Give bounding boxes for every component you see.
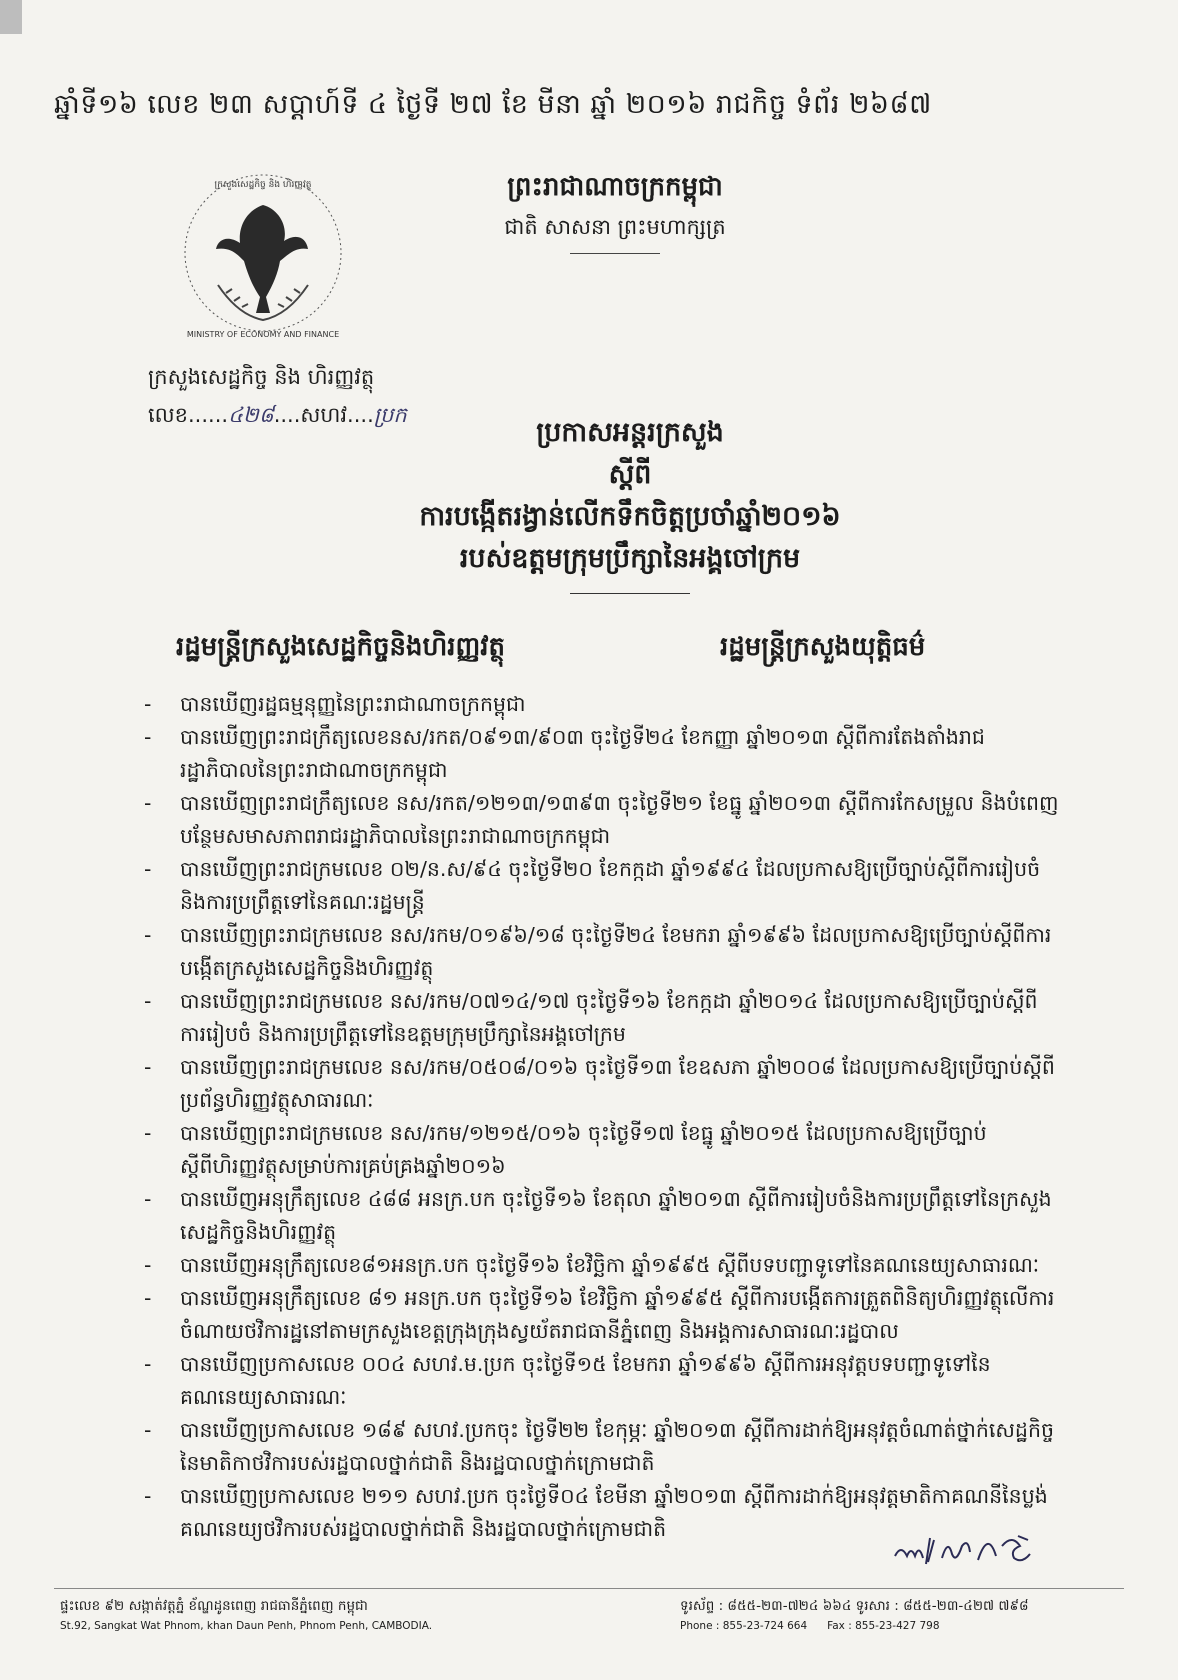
title-block [300,412,960,594]
ministry-seal-icon [178,165,348,340]
ministry-name: ក្រសួងសេដ្ឋកិច្ច និង ហិរញ្ញវត្ថុ [148,365,375,389]
list-item: - បានឃើញអនុក្រឹត្យលេខ ៨១ អនក្រ.បក ចុះថ្ងៃទី១៦ ខែវិច្ឆិកា ឆ្នាំ១៩៩៥ ស្តីពីការបង្កើតការត្រួតពិនិត្យហិរញ្ញវត្ថុលើការចំណាយថវិការដ្ឋនៅតាមក្រសួងខេត្តក្រុងក្រុងស្វយ័តរាជធានីភ្នំពេញ និងអង្គការសាធារណៈរដ្ឋបាល [144,1286,1055,1343]
title-line-2: ស្តីពី [608,458,652,490]
list-item: - បានឃើញព្រះរាជក្រមលេខ នស/រកម/០៥០៨/០១៦ ចុះថ្ងៃទី១៣ ខែឧសភា ឆ្នាំ២០០៨ ដែលប្រកាសឱ្យប្រើច្បាប់ស្តីពីប្រព័ន្ធហិរញ្ញវត្ថុសាធារណៈ [144,1055,1055,1112]
title-line-3: ការបង្កើតរង្វាន់លើកទឹកចិត្តប្រចាំឆ្នាំ២០១៦ [419,500,841,532]
ornament-divider [570,253,660,254]
footer-divider [54,1588,1124,1589]
minister-economy-finance: រដ្ឋមន្ត្រីក្រសួងសេដ្ឋកិច្ចនិងហិរញ្ញវត្ថុ [176,632,506,662]
list-item: - បានឃើញព្រះរាជក្រមលេខ នស/រកម/១២១៥/០១៦ ចុះថ្ងៃទី១៧ ខែធ្នូ ឆ្នាំ២០១៥ ដែលប្រកាសឱ្យប្រើច្បាប់ស្តីពីហិរញ្ញវត្ថុសម្រាប់ការគ្រប់គ្រងឆ្នាំ២០១៦ [144,1121,987,1178]
list-item: - បានឃើញព្រះរាជក្រមលេខ ០២/ន.ស/៩៤ ចុះថ្ងៃទី២០ ខែកក្កដា ឆ្នាំ១៩៩៤ ដែលប្រកាសឱ្យប្រើច្បាប់ស្តីពីការរៀបចំនិងការប្រព្រឹត្តទៅនៃគណៈរដ្ឋមន្ត្រី [144,857,1041,914]
phone-english: Phone : 855-23-724 664 [680,1620,808,1632]
ref-number: ៤២៨ [228,403,274,427]
ref-prefix: លេខ [148,403,188,427]
address-khmer: ផ្ទះលេខ ៩២ សង្កាត់វត្តភ្នំ ខ័ណ្ឌដូនពេញ រាជធានីភ្នំពេញ កម្ពុជា [60,1598,368,1614]
list-item: - បានឃើញអនុក្រឹត្យលេខ ៤៨៨ អនក្រ.បក ចុះថ្ងៃទី១៦ ខែតុលា ឆ្នាំ២០១៣ ស្តីពីការរៀបចំនិងការប្រព្រឹត្តទៅនៃក្រសួងសេដ្ឋកិច្ចនិងហិរញ្ញវត្ថុ [144,1187,1052,1244]
title-line-1: ប្រកាសអន្តរក្រសួង [536,417,724,448]
list-item: - បានឃើញប្រកាសលេខ ០០៤ សហវ.ម.ប្រក ចុះថ្ងៃទី១៥ ខែមករា ឆ្នាំ១៩៩៦ ស្តីពីការអនុវត្តបទបញ្ជាទូទៅនៃគណនេយ្យសាធារណៈ [144,1352,991,1409]
ref-suffix: សហវ. [300,403,354,427]
list-item: - បានឃើញប្រកាសលេខ ២១១ សហវ.ប្រក ចុះថ្ងៃទី០៤ ខែមីនា ឆ្នាំ២០១៣ ស្តីពីការដាក់ឱ្យអនុវត្តមាតិកាគណនីនៃប្លង់គណនេយ្យថវិការបស់រដ្ឋបាលថ្នាក់ជាតិ និងរដ្ឋបាលថ្នាក់ក្រោមជាតិ [144,1484,1048,1541]
minister-justice: រដ្ឋមន្ត្រីក្រសួងយុត្តិធម៌ [720,632,926,662]
list-item: - បានឃើញព្រះរាជក្រឹត្យលេខនស/រកត/០៩១៣/៩០៣ ចុះថ្ងៃទី២៤ ខែកញ្ញា ឆ្នាំ២០១៣ ស្តីពីការតែងតាំងរាជរដ្ឋាភិបាលនៃព្រះរាជាណាចក្រកម្ពុជា [144,725,985,782]
list-item: - បានឃើញអនុក្រឹត្យលេខ៨១អនក្រ.បក ចុះថ្ងៃទី១៦ ខែវិច្ឆិកា ឆ្នាំ១៩៩៥ ស្តីពីបទបញ្ជាទូទៅនៃគណនេយ្យសាធារណៈ [144,1253,1040,1277]
gazette-header: ឆ្នាំទី១៦ លេខ ២៣ សប្តាហ៍ទី ៤ ថ្ងៃទី ២៧ ខែ មីនា ឆ្នាំ ២០១៦ រាជកិច្ច ទំព័រ ២៦៨៧ [54,89,932,120]
footer-contact [680,1596,1029,1636]
kingdom-name: ព្រះរាជាណាចក្រកម្ពុជា [507,172,723,202]
list-item: - បានឃើញប្រកាសលេខ ១៨៩ សហវ.ប្រកចុះ ថ្ងៃទី២២ ខែកុម្ភៈ ឆ្នាំ២០១៣ ស្តីពីការដាក់ឱ្យអនុវត្តចំណាត់ថ្នាក់សេដ្ឋកិច្ចនៃមាតិកាថវិការបស់រដ្ឋបាលថ្នាក់ជាតិ និងរដ្ឋបាលថ្នាក់ក្រោមជាតិ [144,1418,1054,1475]
reference-number: លេខ......៤២៨....សហវ....ប្រក [148,403,407,427]
scan-corner-mark [0,0,22,34]
title-divider [570,593,690,594]
address-english: St.92, Sangkat Wat Phnom, khan Daun Penh, Phnom Penh, CAMBODIA. [60,1620,433,1632]
signature-initials-icon [890,1528,1050,1568]
fax-english: Fax : 855-23-427 798 [827,1620,940,1632]
list-item: - បានឃើញរដ្ឋធម្មនុញ្ញនៃព្រះរាជាណាចក្រកម្ពុជា [144,692,526,716]
seal-text-top: ក្រសួងសេដ្ឋកិច្ច និង ហិរញ្ញវត្ថុ [214,180,312,190]
kingdom-motto: ជាតិ សាសនា ព្រះមហាក្សត្រ [504,215,726,239]
kingdom-heading [450,170,780,254]
seal-text-bottom: MINISTRY OF ECONOMY AND FINANCE [186,330,340,339]
title-line-4: របស់ឧត្តមក្រុមប្រឹក្សានៃអង្គចៅក្រម [459,542,801,574]
list-item: - បានឃើញព្រះរាជក្រឹត្យលេខ នស/រកត/១២១៣/១៣៩៣ ចុះថ្ងៃទី២១ ខែធ្នូ ឆ្នាំ២០១៣ ស្តីពីការកែសម្រួល និងបំពេញបន្ថែមសមាសភាពរាជរដ្ឋាភិបាលនៃព្រះរាជាណាចក្រកម្ពុជា [144,791,1059,848]
phone-khmer: ទូរស័ព្ទ : ៨៥៥-២៣-៧២៤ ៦៦៤ ទូរសារ : ៨៥៥-២៣-៤២៧ ៧៩៨ [680,1598,1029,1614]
phone-fax-english [680,1616,1029,1636]
list-item: - បានឃើញព្រះរាជក្រមលេខ នស/រកម/០១៩៦/១៨ ចុះថ្ងៃទី២៤ ខែមករា ឆ្នាំ១៩៩៦ ដែលប្រកាសឱ្យប្រើច្បាប់ស្តីពីការបង្កើតក្រសួងសេដ្ឋកិច្ចនិងហិរញ្ញវត្ថុ [144,923,1052,980]
list-item: - បានឃើញព្រះរាជក្រមលេខ នស/រកម/០៧១៤/១៧ ចុះថ្ងៃទី១៦ ខែកក្កដា ឆ្នាំ២០១៤ ដែលប្រកាសឱ្យប្រើច្បាប់ស្តីពីការរៀបចំ និងការប្រព្រឹត្តទៅនៃឧត្តមក្រុមប្រឹក្សានៃអង្គចៅក្រម [144,989,1038,1046]
footer-address [60,1596,432,1636]
ref-code: ប្រក [373,403,407,427]
legal-basis-list [140,688,1060,1546]
